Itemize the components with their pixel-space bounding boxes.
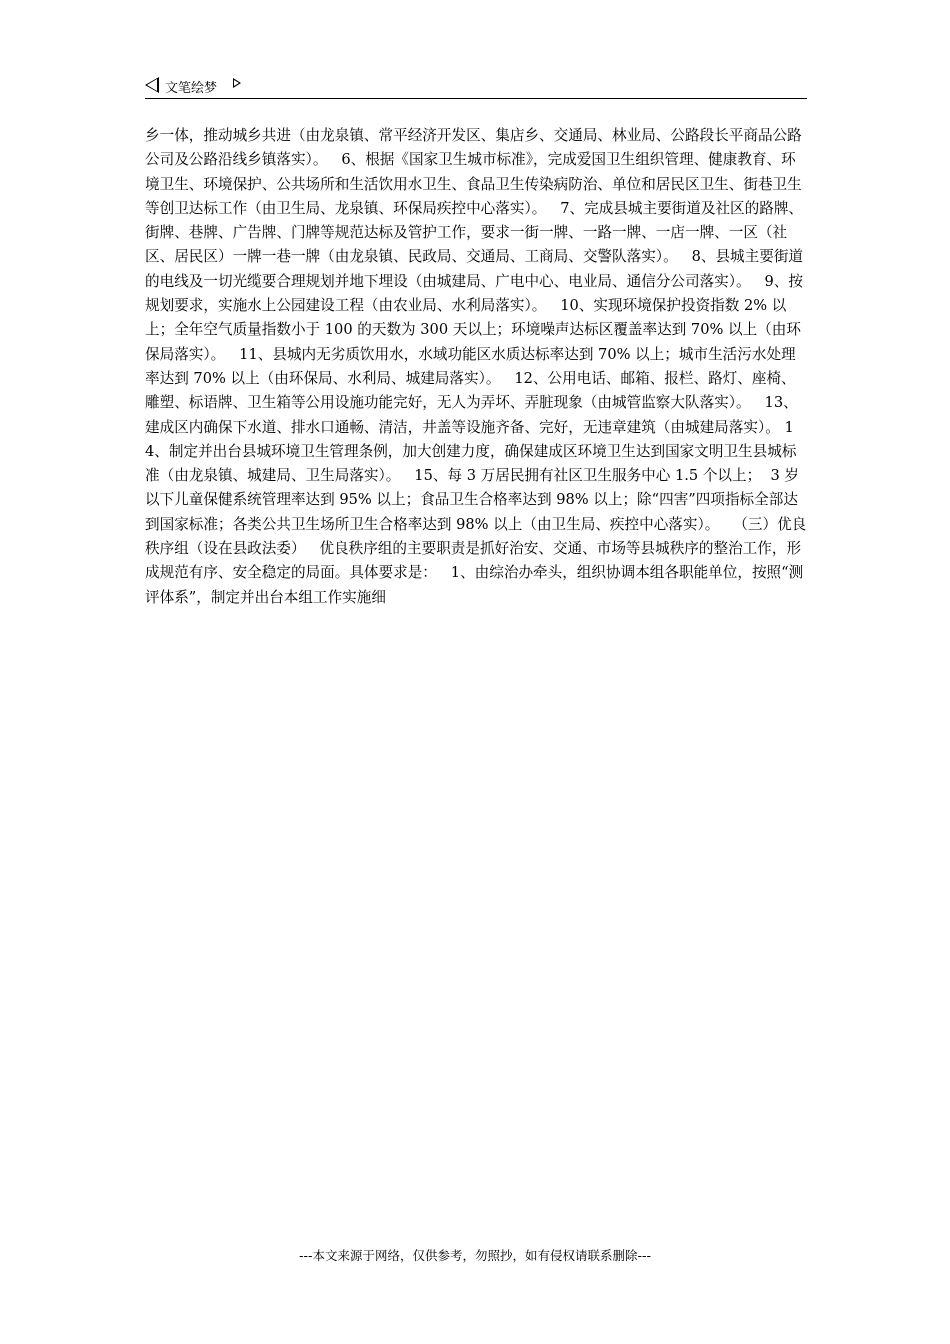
right-triangle-icon	[233, 78, 241, 88]
page-footer-disclaimer: ---本文来源于网络，仅供参考，勿照抄，如有侵权请联系删除---	[298, 1248, 652, 1263]
left-triangle-icon	[145, 77, 159, 93]
page-header	[145, 74, 807, 99]
brand-label: 文笔绘梦	[165, 81, 218, 96]
document-body-text: 乡一体，推动城乡共进（由龙泉镇、常平经济开发区、集店乡、交通局、林业局、公路段长平商品公路公司及公路沿线乡镇落实）。 6、根据《国家卫生城市标准》，完成爱国卫生组织管理、健康教育、环境卫生、环境保护、公共场所和生活饮用水卫生、食品卫生传染病防治、单位和居民区卫生、街巷卫生等创卫达标工作（由卫生局、龙泉镇、环保局疾控中心落实）。 7、完成县城主要街道及社区的路牌、街牌、巷牌、广告牌、门牌等规范达标及管护工作，要求一街一牌、一路一牌、一店一牌、一区（社区、居民区）一牌一巷一牌（由龙泉镇、民政局、交通局、工商局、交警队落实）。 8、县城主要街道的电线及一切光缆要合理规划并地下埋设（由城建局、广电中心、电业局、通信分公司落实）。 9、按规划要求，实施水上公园建设工程（由农业局、水利局落实）。 10、实现环境保护投资指数 2% 以上；全年空气质量指数小于 100 的天数为 300 天以上；环境噪声达标区覆盖率达到 70% 以上（由环保局落实）。 11、县城内无劣质饮用水，水域功能区水质达标率达到 70% 以上；城市生活污水处理率达到 70% 以上（由环保局、水利局、城建局落实）。 12、公用电话、邮箱、报栏、路灯、座椅、雕塑、标语牌、卫生箱等公用设施功能完好，无人为弄坏、弄脏现象（由城管监察大队落实）。 13、建成区内确保下水道、排水口通畅、清洁，井盖等设施齐备、完好，无违章建筑（由城建局落实）。 14、制定并出台县城环境卫生管理条例，加大创建力度，确保建成区环境卫生达到国家文明卫生县城标准（由龙泉镇、城建局、卫生局落实）。 15、每 3 万居民拥有社区卫生服务中心 1.5 个以上； 3 岁以下儿童保健系统管理率达到 95% 以上；食品卫生合格率达到 98% 以上；除“四害”四项指标全部达到国家标准；各类公共卫生场所卫生合格率达到 98% 以上（由卫生局、疾控中心落实）。 （三）优良秩序组（设在县政法委） 优良秩序组的主要职责是抓好治安、交通、市场等县城秩序的整治工作，形成规范有序、安全稳定的局面。具体要求是： 1、由综治办牵头，组织协调本组各职能单位，按照“测评体系”，制定并出台本组工作实施细	[145, 127, 807, 606]
